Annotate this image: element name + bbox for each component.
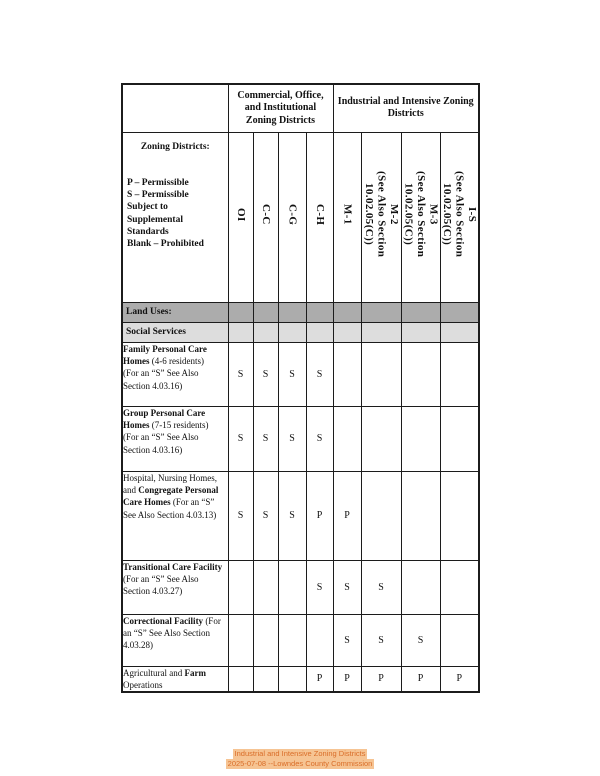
cell-agricultural-farm-operations-m-3: P xyxy=(401,666,440,692)
column-header-label-m-2: M-2 (See Also Section 10.02.05(C)) xyxy=(362,171,400,258)
cell-family-personal-care-homes-i-s xyxy=(440,342,479,406)
corner-cell xyxy=(122,84,228,132)
cell-hospital-nursing-congregate-homes-c-c: S xyxy=(253,471,278,560)
cell-land-uses-m-2 xyxy=(361,302,401,322)
cell-agricultural-farm-operations-i-s: P xyxy=(440,666,479,692)
cell-transitional-care-facility-i-s xyxy=(440,560,479,614)
cell-land-uses-c-h xyxy=(306,302,333,322)
land-use-rows xyxy=(122,302,479,692)
cell-land-uses-c-g xyxy=(278,302,306,322)
cell-group-personal-care-homes-c-g: S xyxy=(278,406,306,471)
row-family-personal-care-homes xyxy=(122,342,479,406)
cell-group-personal-care-homes-m-1 xyxy=(333,406,361,471)
cell-group-personal-care-homes-oi: S xyxy=(228,406,253,471)
row-hospital-nursing-congregate-homes xyxy=(122,471,479,560)
district-header-row xyxy=(122,132,479,302)
cell-social-services-m-3 xyxy=(401,322,440,342)
cell-social-services-m-1 xyxy=(333,322,361,342)
cell-hospital-nursing-congregate-homes-m-1: P xyxy=(333,471,361,560)
footer-line-1: Industrial and Intensive Zoning Districts xyxy=(234,749,366,758)
cell-correctional-facility-oi xyxy=(228,614,253,666)
column-header-oi xyxy=(228,132,253,302)
column-header-label-i-s: I-S (See Also Section 10.02.05(C)) xyxy=(441,171,478,258)
legend-text: P – Permissible S – Permissible Subject to Supplemental Standards Blank – Prohibited xyxy=(127,177,204,250)
column-header-c-c xyxy=(253,132,278,302)
column-header-i-s xyxy=(440,132,479,302)
cell-agricultural-farm-operations-c-h: P xyxy=(306,666,333,692)
cell-social-services-c-h xyxy=(306,322,333,342)
cell-hospital-nursing-congregate-homes-m-3 xyxy=(401,471,440,560)
cell-land-uses-oi xyxy=(228,302,253,322)
cell-agricultural-farm-operations-m-1: P xyxy=(333,666,361,692)
page-footer xyxy=(0,749,600,769)
cell-hospital-nursing-congregate-homes-i-s xyxy=(440,471,479,560)
cell-family-personal-care-homes-c-g: S xyxy=(278,342,306,406)
group-header-row xyxy=(122,84,479,132)
cell-agricultural-farm-operations-c-g xyxy=(278,666,306,692)
legend-cell xyxy=(122,132,228,302)
cell-family-personal-care-homes-m-2 xyxy=(361,342,401,406)
cell-correctional-facility-m-3: S xyxy=(401,614,440,666)
column-header-label-m-3: M-3 (See Also Section 10.02.05(C)) xyxy=(402,171,440,258)
cell-group-personal-care-homes-m-2 xyxy=(361,406,401,471)
column-header-label-c-g: C-G xyxy=(286,203,299,226)
cell-transitional-care-facility-c-h: S xyxy=(306,560,333,614)
cell-family-personal-care-homes-m-1 xyxy=(333,342,361,406)
cell-hospital-nursing-congregate-homes-c-h: P xyxy=(306,471,333,560)
cell-family-personal-care-homes-m-3 xyxy=(401,342,440,406)
cell-group-personal-care-homes-m-3 xyxy=(401,406,440,471)
cell-family-personal-care-homes-oi: S xyxy=(228,342,253,406)
cell-correctional-facility-c-h xyxy=(306,614,333,666)
cell-group-personal-care-homes-c-c: S xyxy=(253,406,278,471)
cell-agricultural-farm-operations-m-2: P xyxy=(361,666,401,692)
group-header-industrial: Industrial and Intensive Zoning Districts xyxy=(333,84,479,132)
column-header-label-m-1: M-1 xyxy=(341,204,354,225)
cell-hospital-nursing-congregate-homes-c-g: S xyxy=(278,471,306,560)
cell-agricultural-farm-operations-oi xyxy=(228,666,253,692)
group-header-commercial: Commercial, Office, and Institutional Zoning Districts xyxy=(228,84,333,132)
cell-social-services-oi xyxy=(228,322,253,342)
column-header-label-c-h: C-H xyxy=(313,203,326,226)
cell-family-personal-care-homes-c-c: S xyxy=(253,342,278,406)
cell-social-services-i-s xyxy=(440,322,479,342)
cell-transitional-care-facility-c-g xyxy=(278,560,306,614)
cell-land-uses-c-c xyxy=(253,302,278,322)
row-land-uses xyxy=(122,302,479,322)
legend-title: Zoning Districts: xyxy=(140,141,210,152)
cell-transitional-care-facility-c-c xyxy=(253,560,278,614)
footer-line-2: 2025-07-08 --Lowndes County Commission xyxy=(227,759,373,768)
label-group-personal-care-homes: Group Personal Care Homes (7-15 residents) (For an “S” See Also Section 4.03.16) xyxy=(122,406,228,471)
row-transitional-care-facility xyxy=(122,560,479,614)
cell-land-uses-i-s xyxy=(440,302,479,322)
label-agricultural-farm-operations: Agricultural and Farm Operations xyxy=(122,666,228,692)
cell-family-personal-care-homes-c-h: S xyxy=(306,342,333,406)
label-family-personal-care-homes: Family Personal Care Homes (4-6 residents) (For an “S” See Also Section 4.03.16) xyxy=(122,342,228,406)
label-land-uses: Land Uses: xyxy=(122,302,228,322)
cell-social-services-c-c xyxy=(253,322,278,342)
cell-land-uses-m-1 xyxy=(333,302,361,322)
row-group-personal-care-homes xyxy=(122,406,479,471)
column-header-label-c-c: C-C xyxy=(259,204,272,225)
cell-correctional-facility-m-2: S xyxy=(361,614,401,666)
column-header-m-1 xyxy=(333,132,361,302)
column-header-c-g xyxy=(278,132,306,302)
cell-correctional-facility-c-g xyxy=(278,614,306,666)
label-transitional-care-facility: Transitional Care Facility (For an “S” See Also Section 4.03.27) xyxy=(122,560,228,614)
column-header-m-3 xyxy=(401,132,440,302)
cell-hospital-nursing-congregate-homes-oi: S xyxy=(228,471,253,560)
cell-transitional-care-facility-m-3 xyxy=(401,560,440,614)
cell-correctional-facility-c-c xyxy=(253,614,278,666)
cell-group-personal-care-homes-i-s xyxy=(440,406,479,471)
column-header-c-h xyxy=(306,132,333,302)
column-header-label-oi: OI xyxy=(234,207,247,222)
row-agricultural-farm-operations xyxy=(122,666,479,692)
cell-hospital-nursing-congregate-homes-m-2 xyxy=(361,471,401,560)
label-hospital-nursing-congregate-homes: Hospital, Nursing Homes, and Congregate Personal Care Homes (For an “S” See Also Section 4.03.13) xyxy=(122,471,228,560)
label-social-services: Social Services xyxy=(122,322,228,342)
row-social-services xyxy=(122,322,479,342)
cell-correctional-facility-i-s xyxy=(440,614,479,666)
zoning-permissions-table xyxy=(121,83,480,693)
cell-transitional-care-facility-m-2: S xyxy=(361,560,401,614)
cell-correctional-facility-m-1: S xyxy=(333,614,361,666)
label-correctional-facility: Correctional Facility (For an “S” See Also Section 4.03.28) xyxy=(122,614,228,666)
cell-transitional-care-facility-m-1: S xyxy=(333,560,361,614)
cell-transitional-care-facility-oi xyxy=(228,560,253,614)
cell-group-personal-care-homes-c-h: S xyxy=(306,406,333,471)
cell-social-services-m-2 xyxy=(361,322,401,342)
cell-land-uses-m-3 xyxy=(401,302,440,322)
column-header-m-2 xyxy=(361,132,401,302)
row-correctional-facility xyxy=(122,614,479,666)
cell-social-services-c-g xyxy=(278,322,306,342)
cell-agricultural-farm-operations-c-c xyxy=(253,666,278,692)
